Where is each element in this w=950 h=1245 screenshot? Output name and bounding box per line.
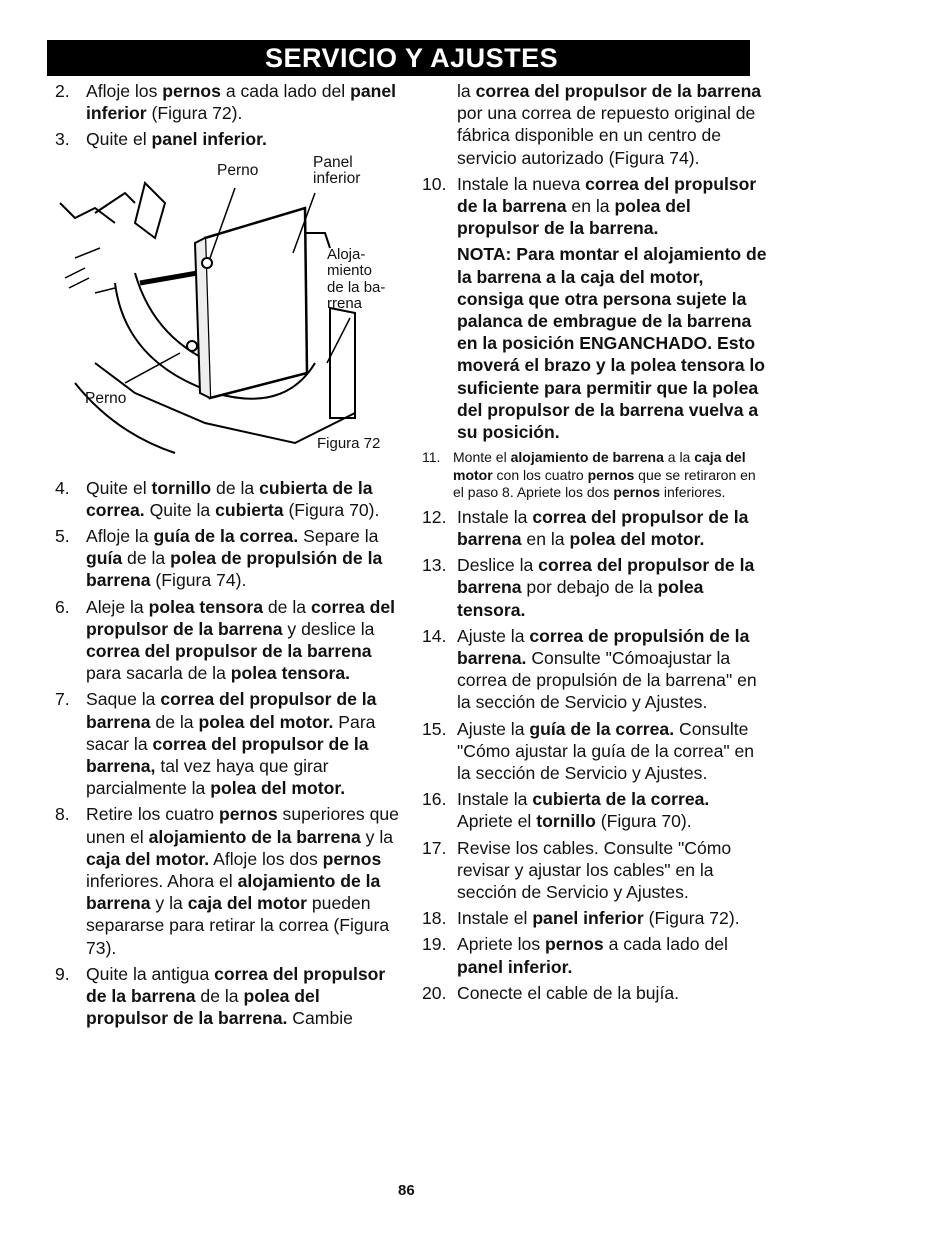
step-text: Quite el tornillo de la cubierta de la correa. Quite la cubierta (Figura 70).: [86, 477, 380, 520]
label-perno-top: Perno: [217, 161, 259, 179]
step-10: [422, 173, 767, 240]
page-number: 86: [398, 1182, 415, 1199]
step-number: 9.: [55, 963, 70, 984]
step-text: Ajuste la correa de propulsión de la barrena. Consulte "Cómoajustar la correa de propulsión de la barrena" en la sección de Servicio y Ajustes.: [457, 625, 757, 713]
step-20: [422, 982, 767, 1004]
step-number: 6.: [55, 596, 70, 617]
step-text: Instale el panel inferior (Figura 72).: [457, 908, 740, 929]
section-header: SERVICIO Y AJUSTES: [47, 40, 750, 76]
step-text: Ajuste la guía de la correa. Consulte "Cómo ajustar la guía de la correa" en la sección de Servicio y Ajustes.: [457, 718, 755, 783]
step-text: Monte el alojamiento de barrena a la caja del motor con los cuatro pernos que se retiraron en el paso 8. Apriete los dos pernos inferiores.: [453, 449, 756, 501]
step-text: Saque la correa del propulsor de la barrena de la polea del motor. Para sacar la correa del propulsor de la barrena, tal vez haya que girar parcialmente la polea del motor.: [86, 689, 377, 799]
step-6: [55, 596, 400, 685]
auger-housing-illustration: [55, 163, 385, 463]
step-text: Instale la nueva correa del propulsor de la barrena en la polea del propulsor de la barrena.: [457, 173, 757, 239]
step-text: Conecte el cable de la bujía.: [457, 982, 680, 1003]
step-number: 14.: [422, 625, 447, 646]
note: NOTA: Para montar el alojamiento de la barrena a la caja del motor, consiga que otra persona sujete la palanca de embrague de la barrena en la posición ENGANCHADO. Esto moverá el brazo y la polea tensora lo suficiente para permitir que la polea del propulsor de la barrena vuelva a su posición.: [457, 244, 767, 443]
step-number: 17.: [422, 837, 447, 858]
step-number: 3.: [55, 129, 70, 150]
step-number: 20.: [422, 982, 447, 1003]
step-number: 15.: [422, 718, 447, 739]
step-16: [422, 788, 767, 832]
label-perno-bottom: Perno: [85, 389, 127, 407]
step-text: Afloje los pernos a cada lado del panel inferior (Figura 72).: [86, 81, 397, 124]
step-text: Quite la antigua correa del propulsor de la barrena de la polea del propulsor de la barrena. Cambie: [86, 963, 386, 1029]
step-number: 4.: [55, 477, 70, 498]
step-7: [55, 688, 400, 799]
step-9: [55, 963, 400, 1030]
figure-72: [55, 153, 386, 463]
step-number: 13.: [422, 555, 447, 576]
step-14: [422, 625, 767, 714]
step-number: 12.: [422, 506, 447, 527]
step-number: 7.: [55, 689, 70, 710]
step-number: 11.: [422, 449, 441, 466]
step-text: Revise los cables. Consulte "Cómo revisar y ajustar los cables" en la sección de Servicio y Ajustes.: [457, 837, 732, 902]
step-2: [55, 80, 400, 124]
step-11: [422, 449, 767, 502]
step-text: Quite el panel inferior.: [86, 129, 267, 150]
step-number: 10.: [422, 173, 447, 194]
step-13: [422, 554, 767, 621]
step-text: Instale la cubierta de la correa. Apriete el tornillo (Figura 70).: [457, 789, 710, 832]
step-number: 16.: [422, 789, 447, 810]
label-panel-inferior: Panel inferior: [313, 153, 361, 188]
step-text: Apriete los pernos a cada lado del panel inferior.: [457, 934, 728, 977]
step-9-continued: la correa del propulsor de la barrena por una correa de repuesto original de fábrica disponible en un centro de servicio autorizado (Figura 74).: [457, 81, 762, 168]
step-5: [55, 525, 400, 592]
step-text: Retire los cuatro pernos superiores que unen el alojamiento de la barrena y la caja del motor. Afloje los dos pernos inferiores. Ahora el alojamiento de la barrena y la caja del motor pueden separarse para retirar la correa (Figura 73).: [86, 804, 399, 958]
step-15: [422, 718, 767, 785]
label-alojamiento: Aloja- miento de la ba- rrena: [327, 245, 386, 313]
step-8: [55, 803, 400, 958]
step-number: 19.: [422, 934, 447, 955]
step-4: [55, 477, 400, 521]
step-19: [422, 933, 767, 977]
step-17: [422, 837, 767, 904]
left-column: [55, 80, 400, 1033]
step-number: 2.: [55, 81, 70, 101]
right-column: [422, 80, 767, 1008]
figure-caption: Figura 72: [317, 434, 381, 452]
step-number: 5.: [55, 526, 70, 547]
step-12: [422, 506, 767, 550]
step-text: Instale la correa del propulsor de la barrena en la polea del motor.: [457, 506, 749, 549]
step-number: 8.: [55, 804, 70, 825]
step-text: Deslice la correa del propulsor de la barrena por debajo de la polea tensora.: [457, 555, 755, 620]
step-number: 18.: [422, 908, 447, 929]
step-3: [55, 128, 400, 150]
step-text: Aleje la polea tensora de la correa del propulsor de la barrena y deslice la correa del propulsor de la barrena para sacarla de la polea tensora.: [86, 596, 396, 684]
step-text: Afloje la guía de la correa. Separe la guía de la polea de propulsión de la barrena (Figura 74).: [86, 526, 383, 591]
step-18: [422, 907, 767, 929]
